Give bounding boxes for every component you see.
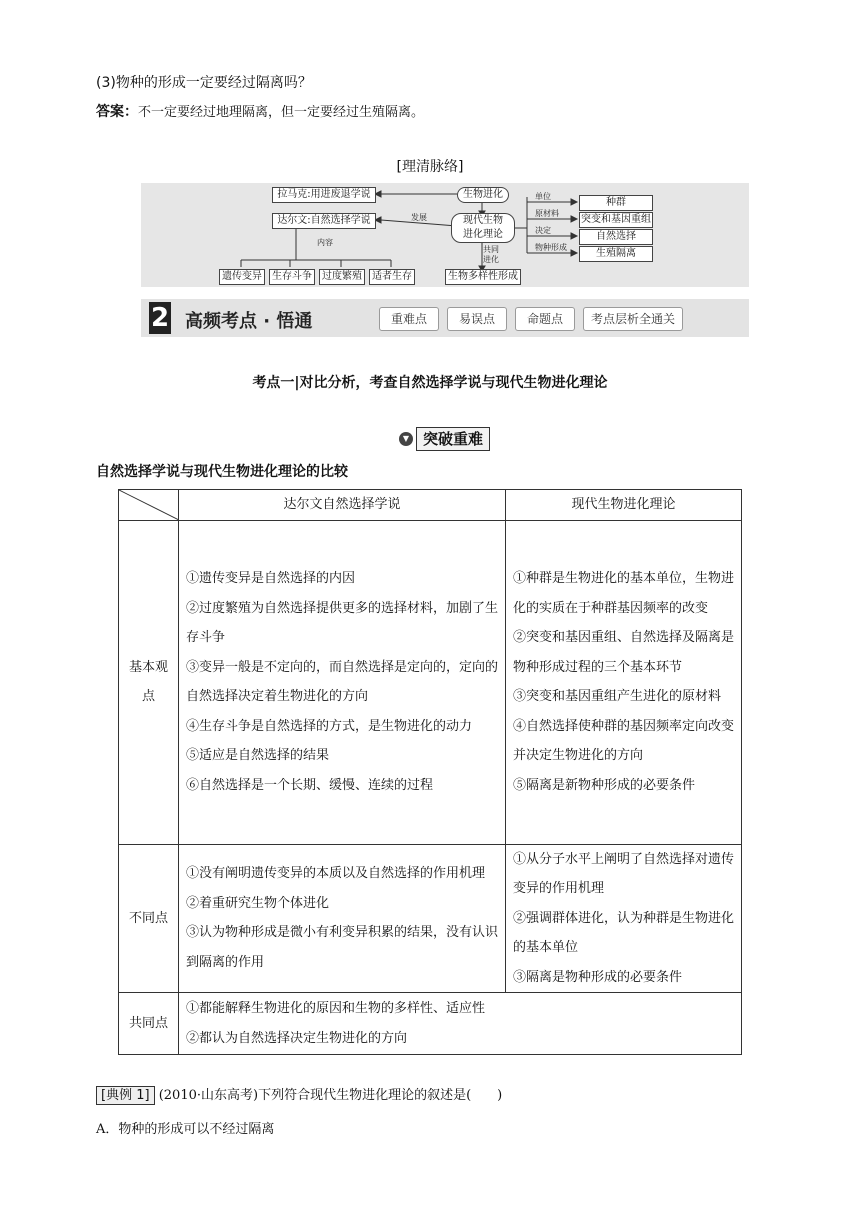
node-modern-line2: 进化理论 [463,229,503,240]
node-mutation: 突变和基因重组 [579,212,653,228]
label-coevolution-1: 共同 [483,245,499,254]
common-cell [179,993,742,1055]
table-row [119,520,742,844]
tupo-text: 突破重难 [416,427,490,451]
example-source: (2010·山东高考) [158,1088,259,1103]
banner-title: 高频考点 · 悟通 [185,311,313,332]
diff-modern-point: ①从分子水平上阐明了自然选择对遗传变异的作用机理 [513,851,735,896]
label-speciation: 物种形成 [535,243,567,252]
diff-darwin-point: ①没有阐明遗传变异的本质以及自然选择的作用机理 [186,866,486,882]
basic-modern-point: ①种群是生物进化的基本单位，生物进化的实质在于种群基因频率的改变 [513,571,735,616]
basic-darwin-point: ②过度繁殖为自然选择提供更多的选择材料，加剧了生存斗争 [186,600,499,645]
diff-modern-cell [506,844,742,993]
basic-darwin-point: ⑥自然选择是一个长期、缓慢、连续的过程 [186,777,434,793]
header-darwin: 达尔文自然选择学说 [179,490,506,521]
node-fittest: 适者生存 [369,269,415,285]
header-modern: 现代生物进化理论 [506,490,742,521]
mind-map-title: [理清脉络] [396,159,464,175]
node-evolution: 生物进化 [457,187,509,203]
btn-test-points[interactable]: 命题点 [515,307,575,331]
triangle-down-icon: ▼ [399,432,413,446]
node-overbreed: 过度繁殖 [319,269,365,285]
example-line [96,1084,502,1103]
answer-label: 答案： [96,104,138,120]
option-a: A．物种的形成可以不经过隔离 [96,1122,275,1137]
btn-key-difficult[interactable]: 重难点 [379,307,439,331]
row-label-basic: 基本观点 [119,520,179,844]
node-lamarck: 拉马克:用进废退学说 [272,187,376,203]
example-stem: 下列符合现代生物进化理论的叙述是( ) [258,1088,503,1103]
answer-text: 不一定要经过地理隔离，但一定要经过生殖隔离。 [138,105,425,120]
kaodian-title: 考点一|对比分析，考查自然选择学说与现代生物进化理论 [252,375,608,391]
tupo-heading [399,427,490,451]
basic-modern-cell [506,520,742,844]
diff-darwin-point: ③认为物种形成是微小有利变异积累的结果，没有认识到隔离的作用 [186,925,499,970]
diff-modern-point: ②强调群体进化，认为种群是生物进化的基本单位 [513,910,735,955]
basic-modern-point: ③突变和基因重组产生进化的原材料 [513,689,722,704]
btn-all-points[interactable]: 考点层析全通关 [583,307,683,331]
btn-error-prone[interactable]: 易误点 [447,307,507,331]
example-label: [典例 1] [96,1086,155,1105]
mind-map [141,183,749,287]
label-develop: 发展 [411,213,427,222]
label-coevolution-2: 进化 [483,255,499,264]
common-point: ①都能解释生物进化的原因和生物的多样性、适应性 [186,1001,486,1016]
node-isolation: 生殖隔离 [579,246,653,262]
banner-number-icon: 2 [150,303,170,333]
basic-darwin-cell [179,520,506,844]
table-header-row [119,490,742,521]
row-label-diff: 不同点 [119,844,179,993]
basic-darwin-point: ④生存斗争是自然选择的方式，是生物进化的动力 [186,718,473,734]
corner-diagonal [119,490,179,520]
node-darwin: 达尔文:自然选择学说 [272,213,376,229]
basic-modern-point: ⑤隔离是新物种形成的必要条件 [513,777,696,793]
label-unit: 单位 [535,192,551,201]
label-content: 内容 [317,238,333,247]
diff-darwin-cell [179,844,506,993]
basic-darwin-point: ①遗传变异是自然选择的内因 [186,571,356,586]
basic-modern-point: ②突变和基因重组、自然选择及隔离是物种形成过程的三个基本环节 [513,630,735,675]
basic-modern-point: ④自然选择使种群的基因频率定向改变并决定生物进化的方向 [513,718,735,763]
answer-line [96,101,424,121]
table-row [119,844,742,993]
question-text: (3)物种的形成一定要经过隔离吗？ [96,75,312,91]
node-population: 种群 [579,195,653,211]
compare-title: 自然选择学说与现代生物进化理论的比较 [96,464,348,480]
node-selection: 自然选择 [579,229,653,245]
label-material: 原材料 [535,209,559,218]
table-row [119,993,742,1055]
section-banner [141,299,749,337]
comparison-table [118,489,742,1055]
basic-darwin-point: ⑤适应是自然选择的结果 [186,748,330,763]
node-modern-theory [451,213,515,243]
row-label-common: 共同点 [119,993,179,1055]
node-modern-line1: 现代生物 [463,215,503,226]
table-corner [119,490,179,521]
diff-modern-point: ③隔离是物种形成的必要条件 [513,969,683,985]
node-heredity: 遗传变异 [219,269,265,285]
label-decide: 决定 [535,226,551,235]
node-diversity: 生物多样性形成 [445,269,521,285]
diff-darwin-point: ②着重研究生物个体进化 [186,895,330,911]
common-point: ②都认为自然选择决定生物进化的方向 [186,1030,408,1046]
node-struggle: 生存斗争 [269,269,315,285]
basic-darwin-point: ③变异一般是不定向的，而自然选择是定向的，定向的自然选择决定着生物进化的方向 [186,659,499,704]
